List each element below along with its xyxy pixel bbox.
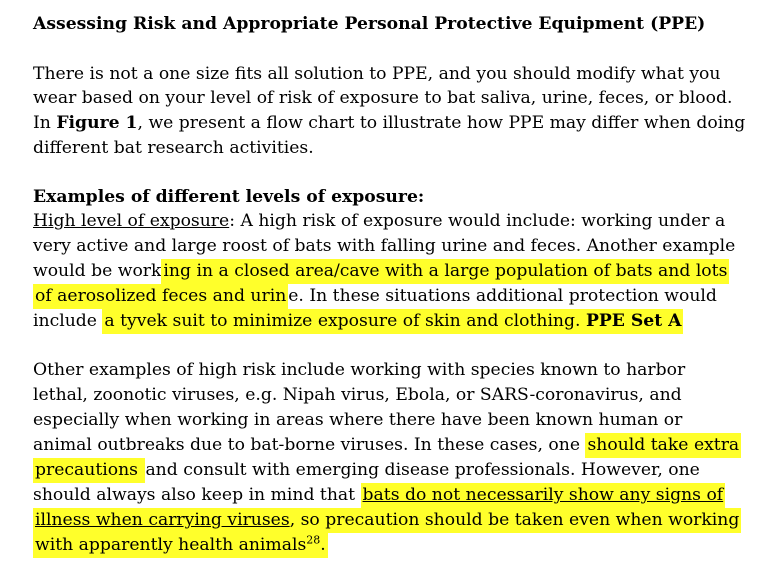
other-line-8	[33, 533, 328, 557]
paragraph-text: and consult with emerging disease professionals. However, one	[145, 460, 700, 480]
highlighted-text: a tyvek suit to minimize exposure of skin and clothing.	[104, 311, 586, 331]
high-exposure-line-5	[33, 309, 683, 333]
high-exposure-line-3	[33, 259, 729, 283]
other-line-4	[33, 433, 741, 457]
paragraph-text: : A high risk of exposure would include: working under a	[229, 211, 726, 231]
paragraph-text: should always also keep in mind that	[33, 485, 361, 505]
intro-text: , we present a flow chart to illustrate how PPE may differ when doing	[137, 113, 746, 133]
intro-line-2: wear based on your level of risk of exposure to bat saliva, urine, feces, or blood.	[33, 88, 733, 108]
high-exposure-line-2: very active and large roost of bats with falling urine and feces. Another example	[33, 236, 736, 256]
highlight: precautions	[35, 460, 144, 480]
highlight	[33, 535, 328, 555]
intro-line-3	[33, 111, 745, 135]
section-title: Assessing Risk and Appropriate Personal Protective Equipment (PPE)	[33, 14, 706, 34]
other-line-6	[33, 483, 725, 507]
paragraph-text: would be work	[33, 261, 162, 281]
highlighted-text: , so precaution should be taken even when working	[289, 510, 740, 530]
figure-reference: Figure 1	[56, 113, 138, 133]
highlight: ing in a closed area/cave with a large population of bats and lots	[163, 261, 728, 281]
other-line-2: lethal, zoonotic viruses, e.g. Nipah virus, Ebola, or SARS-coronavirus, and	[33, 385, 682, 405]
paragraph-text: animal outbreaks due to bat-borne viruses. In these cases, one	[33, 435, 586, 455]
high-exposure-line-1	[33, 209, 725, 233]
ppe-set-label: PPE Set A	[585, 311, 682, 331]
intro-text: In	[33, 113, 57, 133]
period: .	[320, 535, 326, 555]
other-line-7	[33, 508, 741, 532]
highlight	[102, 311, 683, 331]
paragraph-text: e. In these situations additional protection would	[288, 286, 717, 306]
high-exposure-line-4	[33, 284, 717, 308]
intro-line-4: different bat research activities.	[33, 138, 314, 158]
highlighted-text: with apparently health animals	[35, 535, 307, 555]
examples-heading: Examples of different levels of exposure:	[33, 187, 425, 207]
underlined-text: illness when carrying viruses	[35, 510, 290, 530]
highlight	[33, 510, 741, 530]
high-exposure-label: High level of exposure	[33, 211, 230, 231]
highlight: should take extra	[587, 435, 740, 455]
paragraph-text: include	[33, 311, 103, 331]
other-line-5	[33, 458, 700, 482]
other-line-3: especially when working in areas where there have been known human or	[33, 410, 683, 430]
highlight: bats do not necessarily show any signs of	[362, 485, 724, 505]
other-line-1: Other examples of high risk include working with species known to harbor	[33, 360, 686, 380]
citation-superscript: 28	[306, 533, 321, 547]
intro-line-1: There is not a one size fits all solution to PPE, and you should modify what you	[33, 64, 721, 84]
highlight: of aerosolized feces and urin	[35, 286, 287, 306]
